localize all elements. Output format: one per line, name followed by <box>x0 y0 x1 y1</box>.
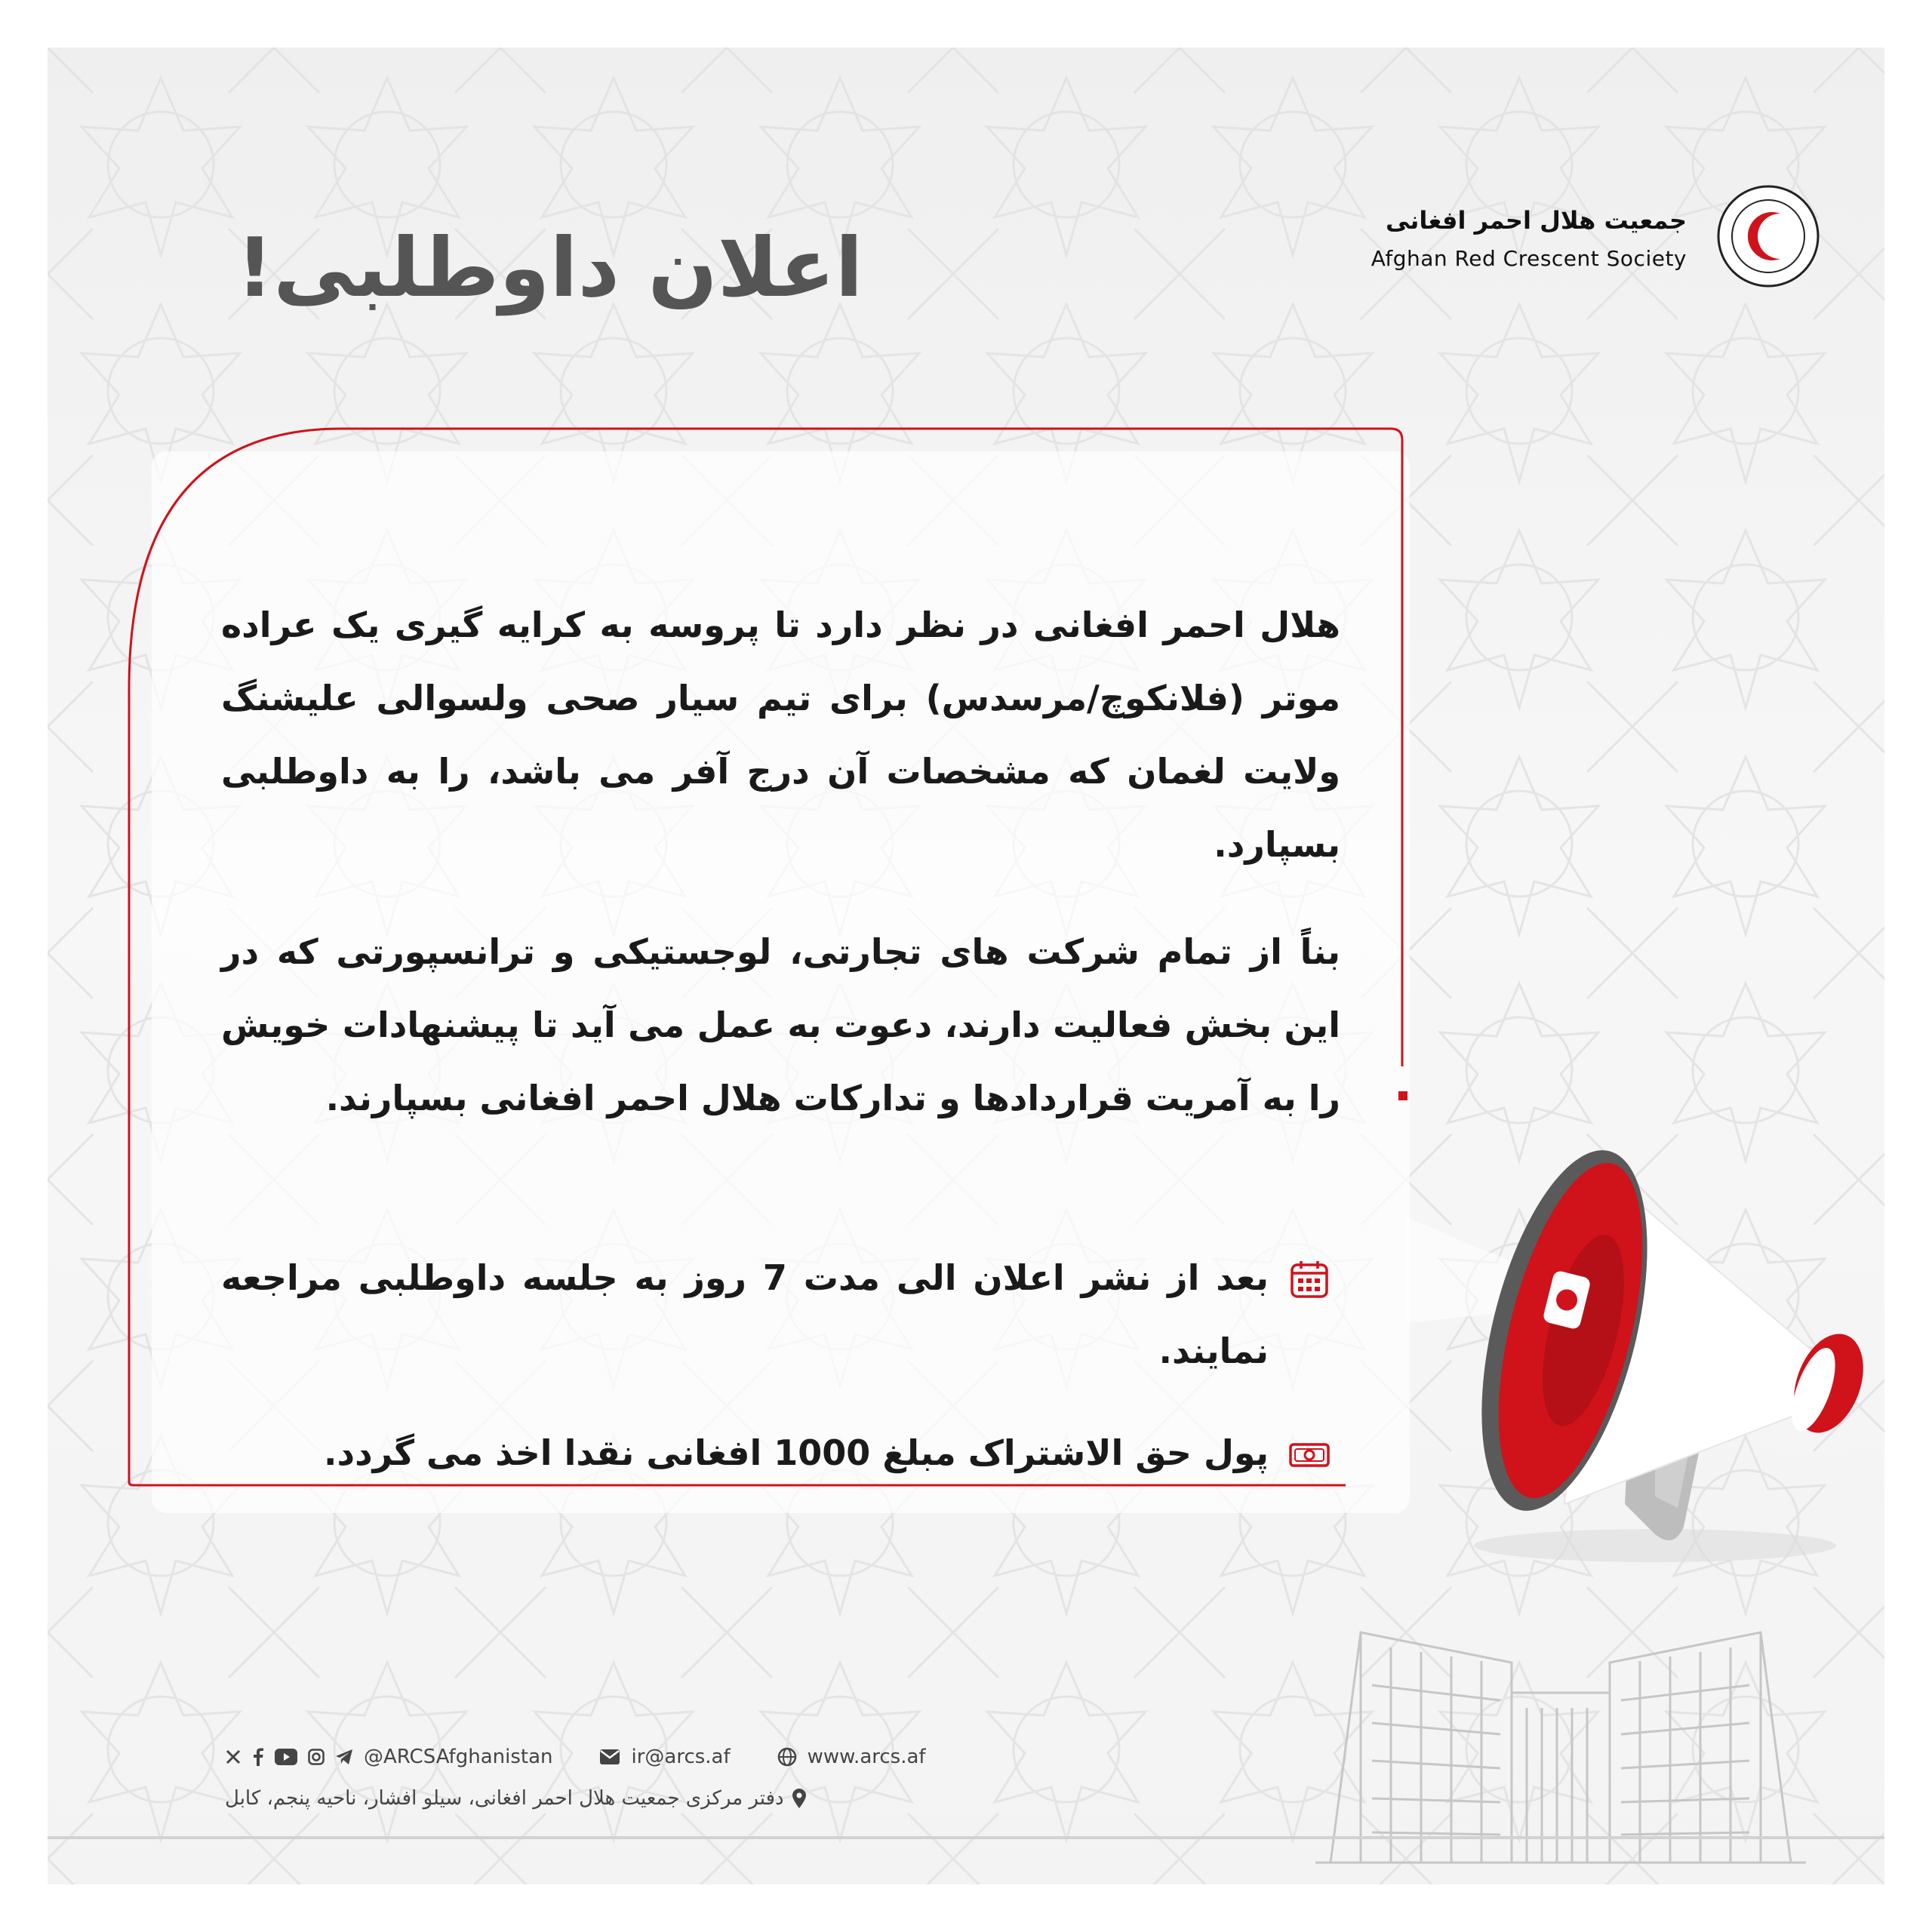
footer-contacts <box>225 1738 926 1776</box>
paragraph-1: هلال احمر افغانی در نظر دارد تا پروسه به کرایه گیری یک عراده موتر (فلانکوچ/مرسدس) برای تیم سیار صحی ولسوالی علیشنگ ولایت لغمان که مشخصات آن درج آفر می باشد، را به داوطلبی بسپارد. <box>221 605 1340 865</box>
headquarters-building-illustration <box>1315 1602 1806 1874</box>
email-address[interactable]: ir@arcs.af <box>631 1746 731 1768</box>
address-text: دفتر مرکزی جمعیت هلال احمر افغانی، سیلو افشار، ناحیه پنجم، کابل <box>225 1787 784 1810</box>
x-icon[interactable] <box>225 1749 242 1765</box>
bullet-item-deadline <box>221 1241 1331 1388</box>
bullet-item-fee <box>221 1417 1331 1490</box>
globe-icon <box>777 1747 797 1767</box>
paragraph-2: بناً از تمام شرکت های تجارتی، لوجستیکی و ترانسپورتی که در این بخش فعالیت دارند، دعوت به عمل می آید تا پیشنهادات خویش را به آمریت قراردادها و تدارکات هلال احمر افغانی بسپارند. <box>221 931 1340 1118</box>
page-title: اعلان داوطلبی! <box>236 221 863 315</box>
bullet-text-fee: پول حق الاشتراک مبلغ 1000 افغانی نقدا اخذ می گردد. <box>323 1432 1269 1473</box>
ground-line <box>48 1836 1884 1839</box>
facebook-icon[interactable] <box>252 1748 264 1766</box>
footer-address <box>225 1780 807 1817</box>
email-icon <box>599 1749 620 1765</box>
website-link[interactable]: www.arcs.af <box>807 1746 926 1768</box>
org-name-ar: جمعیت هلال احمر افغانی <box>1386 206 1687 235</box>
instagram-icon[interactable] <box>308 1749 325 1765</box>
money-icon <box>1288 1433 1331 1475</box>
calendar-icon <box>1288 1258 1331 1300</box>
location-pin-icon <box>792 1788 807 1809</box>
org-name-en: Afghan Red Crescent Society <box>1371 246 1687 271</box>
poster-frame <box>48 48 1884 1884</box>
bullet-text-deadline: بعد از نشر اعلان الی مدت 7 روز به جلسه داوطلبی مراجعه نمایند. <box>221 1257 1269 1371</box>
social-handle[interactable]: @ARCSAfghanistan <box>364 1746 553 1768</box>
telegram-icon[interactable] <box>335 1749 353 1765</box>
youtube-icon[interactable] <box>275 1749 297 1765</box>
megaphone-illustration <box>1406 1104 1884 1572</box>
